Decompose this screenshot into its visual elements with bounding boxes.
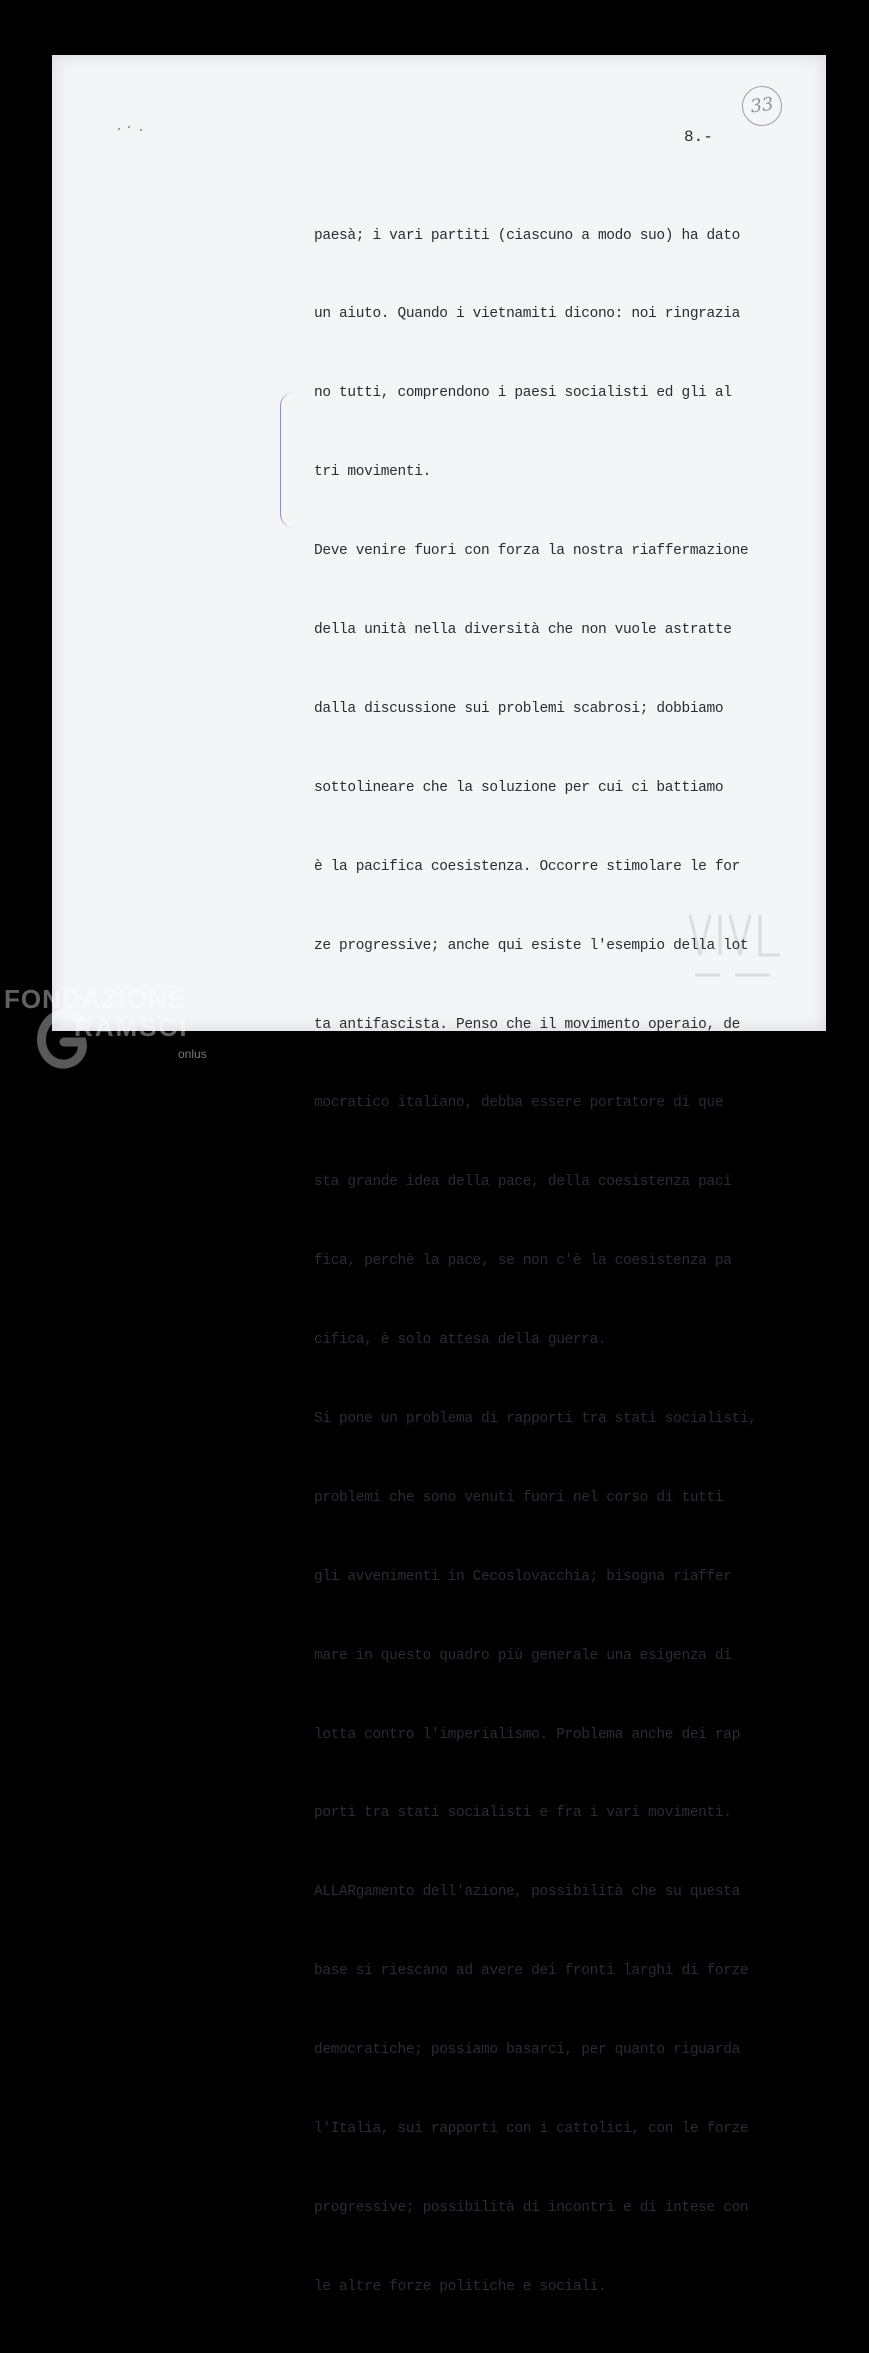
text-line: è la pacifica coesistenza. Occorre stimolare le for [314,858,740,875]
text-line: sta grande idea della pace, della coesistenza paci [314,1174,732,1191]
text-line: cifica, è solo attesa della guerra. [314,1332,607,1349]
text-line: Si pone un problema di rapporti tra stati socialisti, [314,1410,757,1427]
text-line: no tutti, comprendono i paesi socialisti ed gli al [314,385,732,402]
text-line: mare in questo quadro più generale una esigenza di [314,1647,732,1664]
text-line: lotta contro l'imperialismo. Problema anche dei rap [314,1726,740,1743]
typed-body-text [314,170,784,2353]
text-line: progressive; possibilità di incontri e di intese con [314,2199,749,2216]
text-line: tri movimenti. [314,464,431,481]
reverse-side-bleed-through [680,895,800,1005]
watermark-line1: FONDAZIONE [4,984,186,1014]
text-line: democratiche; possiamo basarci, per quanto riguarda [314,2042,740,2059]
watermark-line2: RAMSCI [74,1012,189,1042]
page-number: 8.- [684,128,713,146]
text-line: le altre forze politiche e sociali. [314,2278,607,2295]
text-line: l'Italia, sui rapporti con i cattolici, con le forze [314,2120,749,2137]
text-line: gli avvenimenti in Cecoslovacchia; bisogna riaffer [314,1568,732,1585]
archive-number-stamp: 33 [739,83,784,128]
text-line: porti tra stati socialisti e fra i vari movimenti. [314,1805,732,1822]
text-line: ALLARgamento dell'azione, possibilità che su questa [314,1884,740,1901]
margin-bracket-annotation [280,392,295,528]
text-line: un aiuto. Quando i vietnamiti dicono: noi ringrazia [314,306,740,323]
text-line: sottolineare che la soluzione per cui ci battiamo [314,779,724,796]
text-line: dalla discussione sui problemi scabrosi; dobbiamo [314,700,724,717]
text-line: della unità nella diversità che non vuole astratte [314,622,732,639]
text-line: Deve venire fuori con forza la nostra riaffermazione [314,543,749,560]
text-line: base si riescano ad avere dei fronti larghi di forze [314,1963,749,1980]
text-line: paesà; i vari partiti (ciascuno a modo suo) ha dato [314,227,740,244]
text-line: problemi che sono venuti fuori nel corso di tutti [314,1489,724,1506]
text-line: mocratico italiano, debba essere portatore di que [314,1095,724,1112]
fondazione-gramsci-watermark [4,984,224,1080]
text-line: ta antifascista. Penso che il movimento operaio, de [314,1016,740,1033]
watermark-suffix: onlus [178,1047,207,1061]
text-line: ze progressive; anche qui esiste l'esempio della lot [314,937,749,954]
text-line: fica, perchè la pace, se non c'è la coesistenza pa [314,1253,732,1270]
paper-specks [118,126,148,132]
